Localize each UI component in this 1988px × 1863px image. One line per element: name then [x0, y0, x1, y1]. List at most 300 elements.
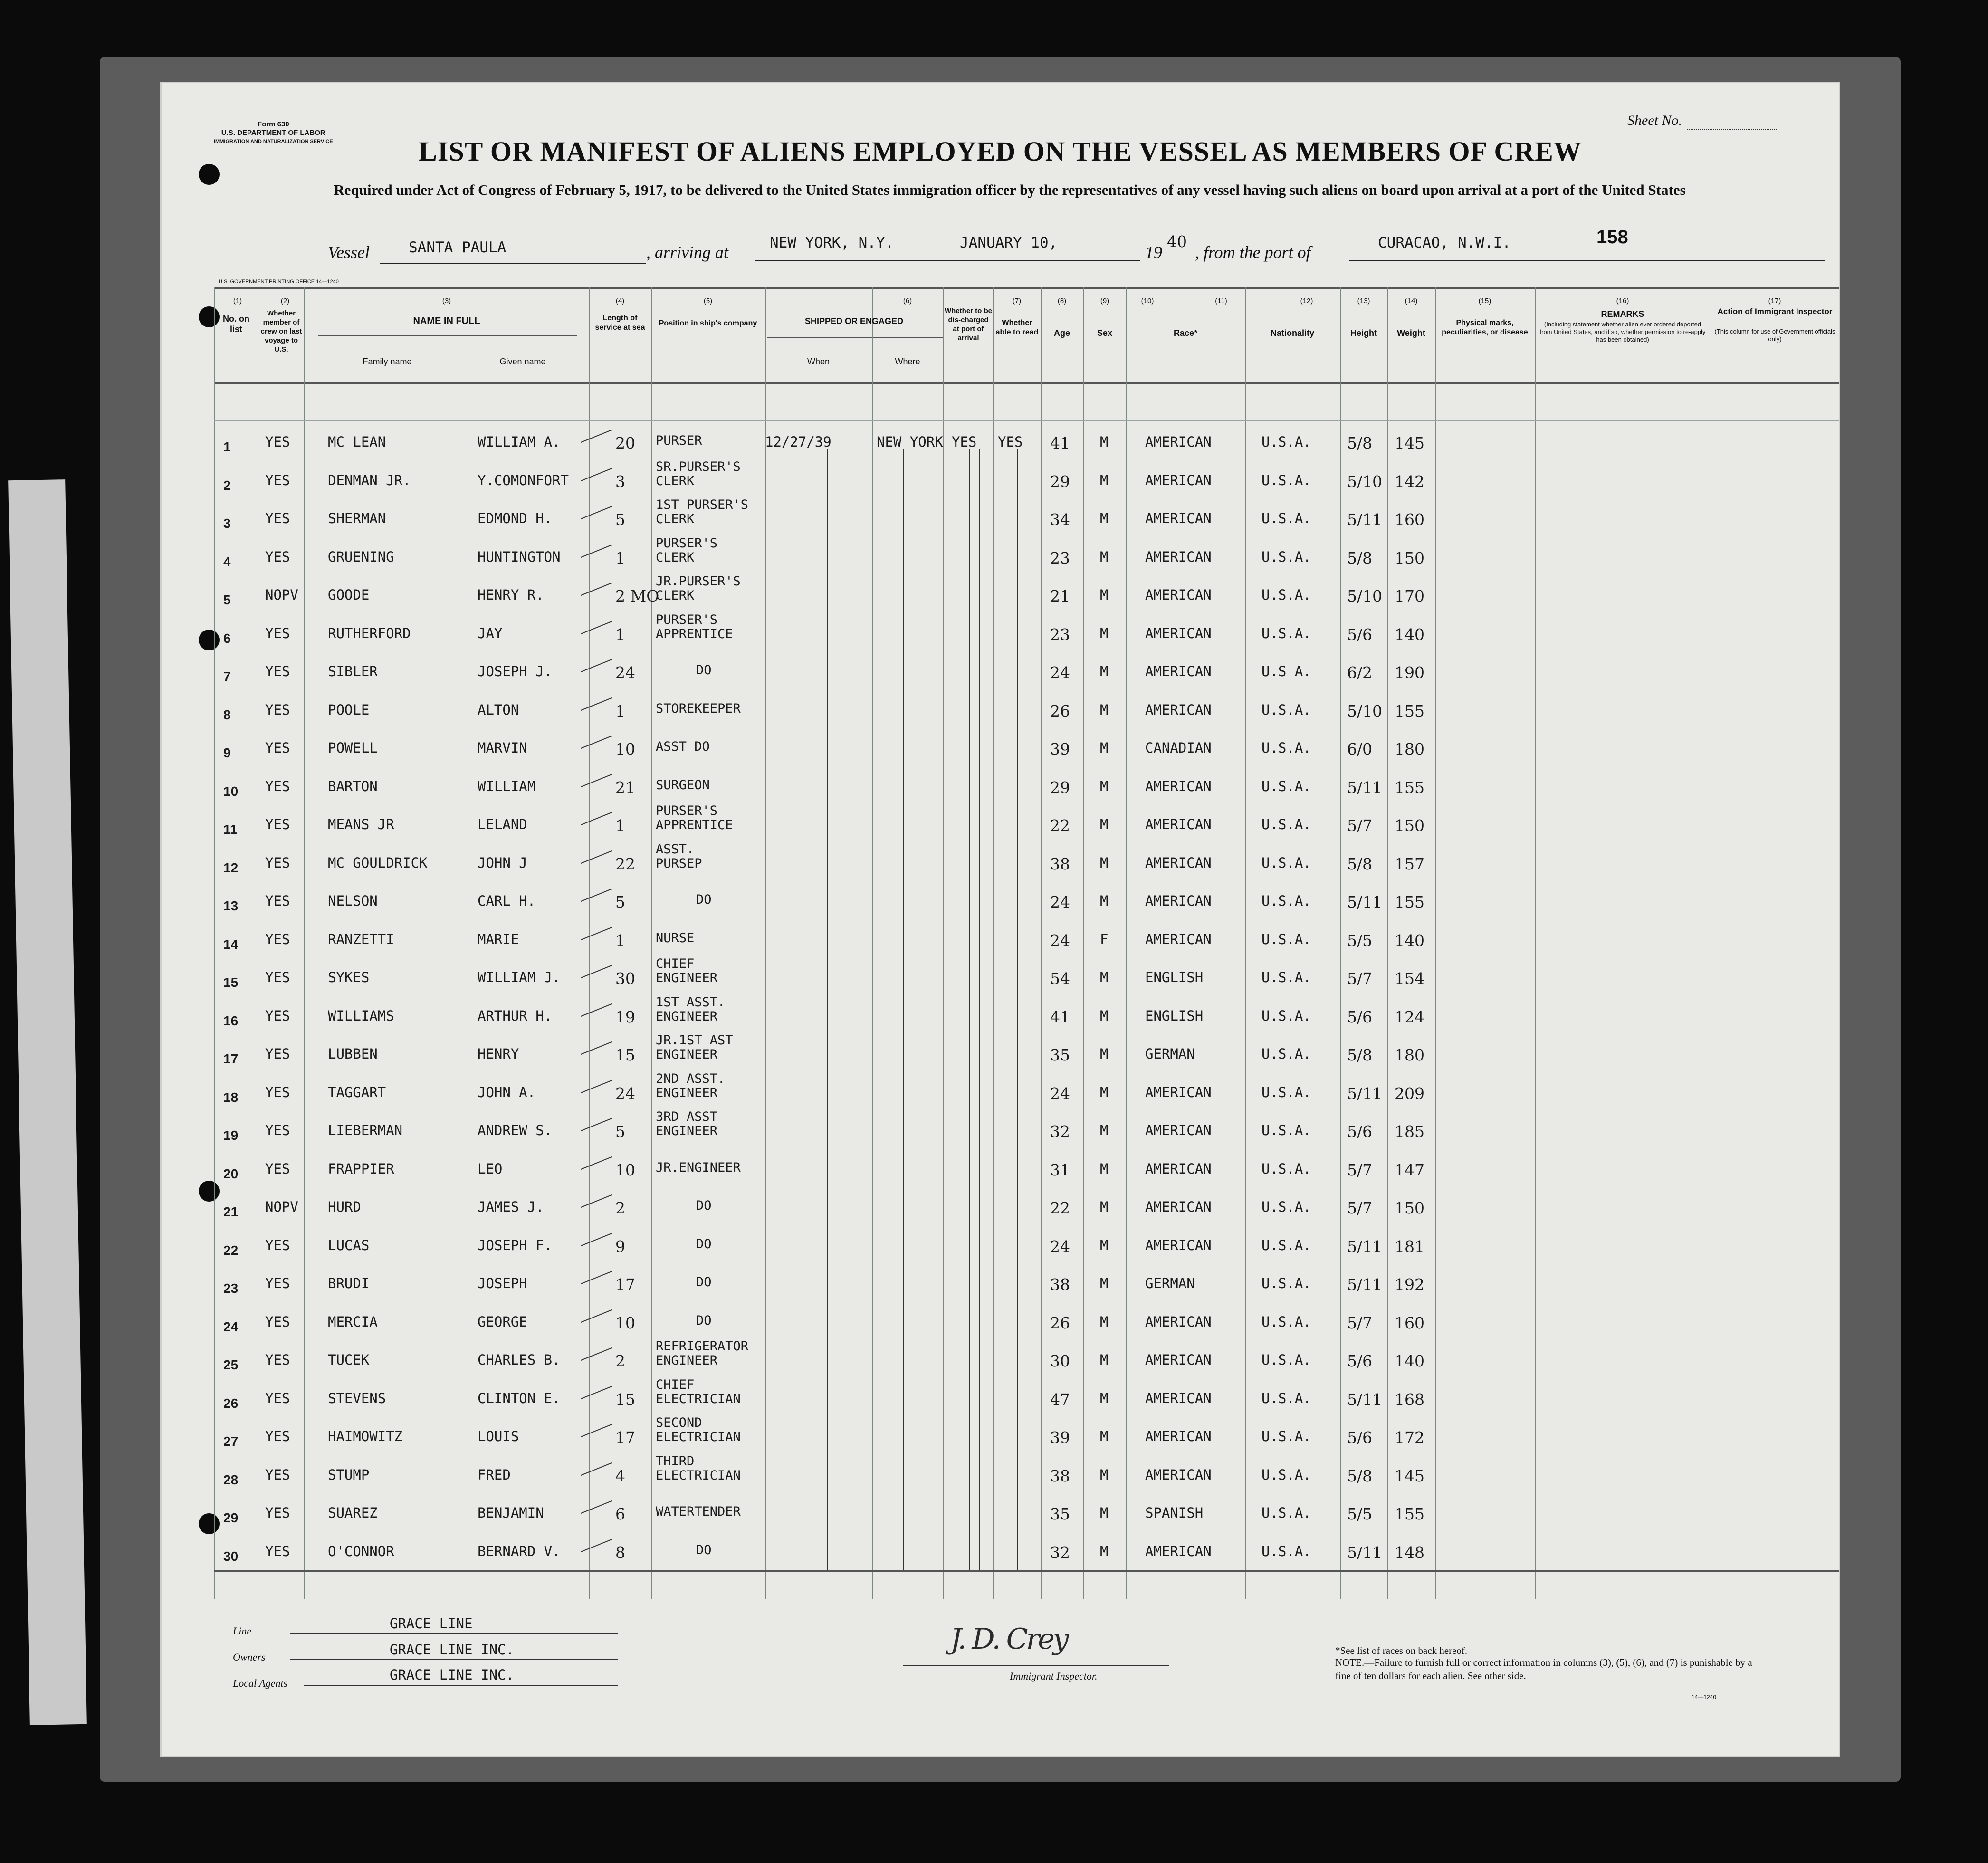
position-cell: ASST. — [656, 841, 695, 857]
weight-cell: 190 — [1395, 663, 1424, 682]
table-row — [214, 884, 1839, 922]
family-name-cell: MERCIA — [328, 1313, 378, 1330]
given-name-cell: WILLIAM J. — [478, 969, 561, 985]
header-name-in-full: NAME IN FULL — [413, 316, 480, 326]
service-tick-mark — [581, 430, 612, 443]
service-length-cell: 21 — [615, 778, 635, 797]
row-number: 28 — [223, 1472, 239, 1487]
service-tick-mark — [581, 1041, 612, 1055]
age-cell: 24 — [1050, 1084, 1070, 1103]
col-num-2: (2) — [280, 297, 290, 305]
position-cell: CLERK — [656, 550, 695, 565]
age-cell: 47 — [1050, 1390, 1070, 1409]
last-voyage-cell: YES — [265, 548, 290, 565]
nationality-cell: U.S.A. — [1262, 1199, 1311, 1215]
shipped-when-cell: 12/27/39 — [765, 434, 832, 450]
given-name-cell: JOSEPH F. — [478, 1237, 553, 1253]
age-cell: 32 — [1050, 1543, 1070, 1562]
age-cell: 54 — [1050, 969, 1070, 988]
service-tick-mark — [581, 736, 612, 749]
row-number: 30 — [223, 1548, 239, 1564]
owners-underline — [290, 1659, 618, 1660]
given-name-cell: BERNARD V. — [478, 1543, 561, 1559]
ditto-stroke — [1017, 449, 1018, 1570]
col-num-10: (10) — [1141, 297, 1154, 305]
service-tick-mark — [581, 1462, 612, 1475]
last-voyage-cell: YES — [265, 1390, 290, 1406]
position-cell: ENGINEER — [656, 1124, 718, 1138]
header-length-service: Length of service at sea — [595, 314, 645, 332]
weight-cell: 147 — [1395, 1160, 1424, 1179]
sex-cell: M — [1100, 740, 1109, 756]
family-name-cell: FRAPPIER — [328, 1160, 394, 1177]
position-cell: PURSER'S — [656, 535, 718, 551]
table-row — [214, 1339, 1839, 1381]
age-cell: 30 — [1050, 1352, 1070, 1370]
position-cell: SR.PURSER'S — [656, 459, 741, 474]
nationality-cell: U.S.A. — [1262, 969, 1311, 985]
service-length-cell: 4 — [615, 1466, 625, 1485]
race-cell: AMERICAN — [1145, 1428, 1212, 1444]
row-number: 9 — [223, 745, 231, 760]
row-number: 24 — [223, 1319, 239, 1334]
position-cell: ENGINEER — [656, 971, 718, 985]
header-when: When — [807, 357, 830, 366]
row-number: 29 — [223, 1510, 239, 1525]
service-tick-mark — [581, 621, 612, 634]
table-row — [214, 923, 1839, 961]
service-tick-mark — [581, 1309, 612, 1322]
age-cell: 35 — [1050, 1505, 1070, 1523]
height-cell: 5/8 — [1347, 854, 1373, 873]
form-code: 14—1240 — [1692, 1694, 1717, 1701]
family-name-cell: POWELL — [328, 740, 378, 756]
row-number: 8 — [223, 707, 231, 722]
last-voyage-cell: YES — [265, 1313, 290, 1330]
col-num-4: (4) — [615, 297, 625, 305]
position-cell: 1ST PURSER'S — [656, 497, 749, 512]
race-cell: AMERICAN — [1145, 434, 1212, 450]
family-name-cell: RUTHERFORD — [328, 625, 411, 641]
race-cell: GERMAN — [1145, 1275, 1195, 1291]
age-cell: 31 — [1050, 1160, 1070, 1179]
given-name-cell: CHARLES B. — [478, 1352, 561, 1368]
header-last-voyage: Whether member of crew on last voyage to U.S. — [260, 309, 302, 353]
from-port: CURACAO, N.W.I. — [1378, 234, 1511, 251]
race-note: *See list of races on back hereof. — [1335, 1645, 1468, 1656]
table-row — [214, 994, 1839, 1037]
header-remarks-note: (Including statement whether alien ever ordered deported from United States, and if so, whether permission to re-apply has been obtained) — [1539, 321, 1706, 343]
able-to-read-cell: YES — [998, 434, 1023, 450]
service-length-cell: 5 — [615, 893, 625, 911]
service-length-cell: 1 — [615, 548, 625, 567]
last-voyage-cell: YES — [265, 1543, 290, 1559]
last-voyage-cell: YES — [265, 1160, 290, 1177]
position-cell: ENGINEER — [656, 1009, 718, 1024]
given-name-cell: CARL H. — [478, 893, 536, 909]
table-row — [214, 1535, 1839, 1573]
age-cell: 23 — [1050, 625, 1070, 644]
family-name-cell: BARTON — [328, 778, 378, 794]
family-name-cell: SHERMAN — [328, 510, 386, 526]
height-cell: 5/10 — [1347, 587, 1383, 605]
weight-cell: 154 — [1395, 969, 1424, 988]
height-cell: 5/11 — [1347, 1543, 1383, 1562]
sex-cell: M — [1100, 434, 1109, 450]
sex-cell: M — [1100, 663, 1109, 679]
age-cell: 38 — [1050, 1275, 1070, 1294]
sheet-no-label: Sheet No. — [1627, 113, 1682, 128]
crew-table — [214, 287, 1839, 1599]
line-label: Line — [233, 1625, 252, 1637]
race-cell: AMERICAN — [1145, 625, 1212, 641]
given-name-cell: JOHN J — [478, 854, 527, 871]
sex-cell: M — [1100, 510, 1109, 526]
position-cell: DO — [696, 1198, 712, 1213]
weight-cell: 192 — [1395, 1275, 1424, 1294]
sex-cell: M — [1100, 1275, 1109, 1291]
position-cell: PURSEP — [656, 856, 702, 871]
family-name-cell: LUCAS — [328, 1237, 370, 1253]
row-number: 21 — [223, 1204, 239, 1219]
service-length-cell: 1 — [615, 625, 625, 644]
row-number: 26 — [223, 1395, 239, 1411]
nationality-cell: U.S.A. — [1262, 1543, 1311, 1559]
position-cell: PURSER — [656, 433, 702, 448]
sex-cell: M — [1100, 1046, 1109, 1062]
header-able-to-read: Whether able to read — [995, 319, 1039, 336]
race-cell: AMERICAN — [1145, 701, 1212, 718]
race-cell: AMERICAN — [1145, 1122, 1212, 1138]
age-cell: 26 — [1050, 1313, 1070, 1332]
service-tick-mark — [581, 1194, 612, 1208]
family-name-cell: BRUDI — [328, 1275, 370, 1291]
race-cell: AMERICAN — [1145, 893, 1212, 909]
vessel-name-line — [380, 263, 646, 264]
position-cell: ENGINEER — [656, 1353, 718, 1368]
height-cell: 5/11 — [1347, 1237, 1383, 1256]
last-voyage-cell: YES — [265, 1046, 290, 1062]
row-number: 17 — [223, 1051, 239, 1066]
height-cell: 5/7 — [1347, 1199, 1373, 1217]
service-tick-mark — [581, 1538, 612, 1552]
race-cell: ENGLISH — [1145, 1007, 1204, 1024]
last-voyage-cell: YES — [265, 1007, 290, 1024]
service-length-cell: 20 — [615, 434, 635, 452]
service-length-cell: 8 — [615, 1543, 625, 1562]
sex-cell: M — [1100, 778, 1109, 794]
age-cell: 22 — [1050, 816, 1070, 835]
weight-cell: 155 — [1395, 1505, 1424, 1523]
given-name-cell: LELAND — [478, 816, 527, 832]
height-cell: 5/11 — [1347, 1275, 1383, 1294]
race-cell: AMERICAN — [1145, 816, 1212, 832]
position-cell: DO — [696, 1236, 712, 1252]
weight-cell: 124 — [1395, 1007, 1424, 1026]
sex-cell: M — [1100, 816, 1109, 832]
age-cell: 38 — [1050, 1466, 1070, 1485]
row-number: 2 — [223, 478, 231, 493]
col-num-14: (14) — [1405, 297, 1418, 305]
weight-cell: 145 — [1395, 1466, 1424, 1485]
weight-cell: 155 — [1395, 701, 1424, 720]
col-num-5: (5) — [703, 297, 713, 305]
table-row — [214, 956, 1839, 999]
service-tick-mark — [581, 583, 612, 596]
arrival-port-line — [755, 260, 965, 261]
service-length-cell: 17 — [615, 1275, 635, 1294]
height-cell: 5/6 — [1347, 1352, 1373, 1370]
nationality-cell: U.S.A. — [1262, 740, 1311, 756]
table-row — [214, 1229, 1839, 1267]
age-cell: 26 — [1050, 701, 1070, 720]
table-row — [214, 731, 1839, 769]
height-cell: 5/8 — [1347, 434, 1373, 452]
given-name-cell: JAY — [478, 625, 503, 641]
row-number: 13 — [223, 898, 239, 913]
header-sex: Sex — [1097, 328, 1113, 338]
table-row — [214, 612, 1839, 655]
given-name-cell: JOSEPH J. — [478, 663, 553, 679]
position-cell: CLERK — [656, 473, 695, 488]
race-cell: AMERICAN — [1145, 1199, 1212, 1215]
table-row — [214, 1152, 1839, 1190]
given-name-cell: JOHN A. — [478, 1084, 536, 1100]
col-num-8: (8) — [1057, 297, 1067, 305]
sex-cell: M — [1100, 1428, 1109, 1444]
header-no-on-list: No. on list — [223, 314, 249, 334]
service-length-cell: 2 — [615, 1352, 625, 1370]
nationality-cell: U.S.A. — [1262, 778, 1311, 794]
service-length-cell: 15 — [615, 1390, 635, 1409]
table-row — [214, 535, 1839, 578]
header-action: Action of Immigrant Inspector — [1717, 307, 1833, 316]
sex-cell: M — [1100, 587, 1109, 603]
last-voyage-cell: YES — [265, 969, 290, 985]
service-tick-mark — [581, 1080, 612, 1093]
weight-cell: 185 — [1395, 1122, 1424, 1141]
race-cell: AMERICAN — [1145, 778, 1212, 794]
weight-cell: 140 — [1395, 1352, 1424, 1370]
table-row — [214, 1071, 1839, 1114]
age-cell: 29 — [1050, 472, 1070, 491]
nationality-cell: U.S.A. — [1262, 1313, 1311, 1330]
header-position: Position in ship's company — [659, 319, 757, 327]
last-voyage-cell: YES — [265, 931, 290, 947]
service-length-cell: 1 — [615, 701, 625, 720]
sex-cell: M — [1100, 1160, 1109, 1177]
table-row — [214, 459, 1839, 502]
sheet-no-line — [1687, 129, 1777, 130]
header-weight: Weight — [1397, 328, 1425, 338]
inspector-label: Immigrant Inspector. — [1010, 1670, 1098, 1682]
weight-cell: 160 — [1395, 510, 1424, 529]
nationality-cell: U.S.A. — [1262, 893, 1311, 909]
row-number: 1 — [223, 439, 231, 454]
family-name-cell: RANZETTI — [328, 931, 394, 947]
owners-value: GRACE LINE INC. — [390, 1642, 514, 1658]
position-cell: SURGEON — [656, 777, 710, 793]
age-cell: 21 — [1050, 587, 1070, 605]
service-tick-mark — [581, 927, 612, 940]
race-cell: SPANISH — [1145, 1505, 1204, 1521]
family-name-cell: POOLE — [328, 701, 370, 718]
weight-cell: 142 — [1395, 472, 1424, 491]
position-cell: APPRENTICE — [656, 626, 733, 641]
family-name-cell: LIEBERMAN — [328, 1122, 403, 1138]
race-cell: AMERICAN — [1145, 472, 1212, 488]
sex-cell: M — [1100, 472, 1109, 488]
nationality-cell: U.S.A. — [1262, 434, 1311, 450]
nationality-cell: U.S.A. — [1262, 625, 1311, 641]
service-length-cell: 17 — [615, 1428, 635, 1447]
given-name-cell: ALTON — [478, 701, 519, 718]
weight-cell: 157 — [1395, 854, 1424, 873]
nationality-cell: U.S.A. — [1262, 931, 1311, 947]
page-subtitle: Required under Act of Congress of February 5, 1917, to be delivered to the United States immigration officer by the representatives of any vessel having such aliens on board upon arrival at a port of the United States — [334, 182, 1686, 198]
given-name-cell: HENRY R. — [478, 587, 544, 603]
last-voyage-cell: YES — [265, 434, 290, 450]
service-length-cell: 3 — [615, 472, 625, 491]
table-row — [214, 497, 1839, 540]
table-row — [214, 1496, 1839, 1534]
height-cell: 5/6 — [1347, 1007, 1373, 1026]
last-voyage-cell: YES — [265, 1352, 290, 1368]
nationality-cell: U.S.A. — [1262, 587, 1311, 603]
height-cell: 5/10 — [1347, 472, 1383, 491]
table-row — [214, 1377, 1839, 1420]
nationality-cell: U.S.A. — [1262, 816, 1311, 832]
header-race: Race* — [1173, 328, 1198, 338]
service-tick-mark — [581, 850, 612, 863]
last-voyage-cell: YES — [265, 1505, 290, 1521]
col-num-6: (6) — [903, 297, 912, 305]
form-number: Form 630 — [257, 120, 289, 128]
last-voyage-cell: YES — [265, 1122, 290, 1138]
service-tick-mark — [581, 1424, 612, 1437]
table-row — [214, 574, 1839, 616]
arrival-date-line — [941, 260, 1140, 261]
col-num-16: (16) — [1616, 297, 1629, 305]
nationality-cell: U.S.A. — [1262, 510, 1311, 526]
position-cell: THIRD — [656, 1453, 695, 1469]
sex-cell: M — [1100, 1007, 1109, 1024]
height-cell: 6/2 — [1347, 663, 1373, 682]
weight-cell: 181 — [1395, 1237, 1424, 1256]
height-cell: 5/11 — [1347, 510, 1383, 529]
position-cell: REFRIGERATOR — [656, 1339, 749, 1354]
printing-office: U.S. GOVERNMENT PRINTING OFFICE 14—1240 — [219, 279, 339, 285]
row-number: 20 — [223, 1166, 239, 1181]
given-name-cell: GEORGE — [478, 1313, 527, 1330]
nationality-cell: U.S.A. — [1262, 701, 1311, 718]
race-cell: AMERICAN — [1145, 663, 1212, 679]
header-action-note: (This column for use of Government officials only) — [1714, 328, 1835, 343]
service-length-cell: 1 — [615, 931, 625, 950]
from-port-label: , from the port of — [1195, 243, 1311, 262]
weight-cell: 140 — [1395, 931, 1424, 950]
position-cell: DO — [696, 663, 712, 678]
department: U.S. DEPARTMENT OF LABOR — [221, 129, 325, 137]
from-port-line — [1349, 260, 1825, 261]
position-cell: ELECTRICIAN — [656, 1430, 741, 1444]
service-length-cell: 5 — [615, 510, 625, 529]
row-number: 19 — [223, 1128, 239, 1143]
local-agents-label: Local Agents — [233, 1677, 288, 1689]
arrival-date: JANUARY 10, — [960, 234, 1058, 251]
given-name-cell: WILLIAM — [478, 778, 536, 794]
family-name-cell: STUMP — [328, 1466, 370, 1483]
weight-cell: 172 — [1395, 1428, 1424, 1447]
ditto-stroke — [969, 449, 970, 1570]
race-cell: AMERICAN — [1145, 1160, 1212, 1177]
weight-cell: 145 — [1395, 434, 1424, 452]
position-cell: NURSE — [656, 930, 695, 946]
given-name-cell: HUNTINGTON — [478, 548, 561, 565]
position-cell: 1ST ASST. — [656, 994, 726, 1010]
signature-line — [903, 1665, 1169, 1666]
weight-cell: 150 — [1395, 816, 1424, 835]
height-cell: 5/11 — [1347, 1084, 1383, 1103]
weight-cell: 180 — [1395, 740, 1424, 758]
discharged-cell: YES — [952, 434, 977, 450]
nationality-cell: U.S.A. — [1262, 854, 1311, 871]
agents-underline — [304, 1685, 618, 1686]
family-name-cell: HAIMOWITZ — [328, 1428, 403, 1444]
service-tick-mark — [581, 1385, 612, 1399]
last-voyage-cell: YES — [265, 1084, 290, 1100]
last-voyage-cell: YES — [265, 472, 290, 488]
race-cell: AMERICAN — [1145, 1352, 1212, 1368]
service-tick-mark — [581, 468, 612, 481]
last-voyage-cell: YES — [265, 816, 290, 832]
row-number: 25 — [223, 1357, 239, 1372]
sex-cell: F — [1100, 931, 1109, 947]
nationality-cell: U.S.A. — [1262, 1275, 1311, 1291]
height-cell: 5/6 — [1347, 625, 1373, 644]
service-length-cell: 9 — [615, 1237, 625, 1256]
nationality-cell: U.S.A. — [1262, 548, 1311, 565]
weight-cell: 155 — [1395, 778, 1424, 797]
height-cell: 5/7 — [1347, 969, 1373, 988]
page-title: LIST OR MANIFEST OF ALIENS EMPLOYED ON THE VESSEL AS MEMBERS OF CREW — [419, 136, 1582, 167]
sex-cell: M — [1100, 1352, 1109, 1368]
sex-cell: M — [1100, 1313, 1109, 1330]
height-cell: 5/7 — [1347, 1313, 1373, 1332]
race-cell: GERMAN — [1145, 1046, 1195, 1062]
row-number: 11 — [223, 822, 238, 837]
weight-cell: 140 — [1395, 625, 1424, 644]
table-row — [214, 1190, 1839, 1228]
race-cell: ENGLISH — [1145, 969, 1204, 985]
height-cell: 5/8 — [1347, 1046, 1373, 1064]
position-cell: STOREKEEPER — [656, 701, 741, 716]
header-age: Age — [1053, 328, 1070, 338]
position-cell: ELECTRICIAN — [656, 1391, 741, 1406]
race-cell: AMERICAN — [1145, 1543, 1212, 1559]
col-num-9: (9) — [1100, 297, 1109, 305]
race-cell: AMERICAN — [1145, 1313, 1212, 1330]
family-name-cell: O'CONNOR — [328, 1543, 394, 1559]
service-length-cell: 10 — [615, 1160, 635, 1179]
given-name-cell: CLINTON E. — [478, 1390, 561, 1406]
given-name-cell: LOUIS — [478, 1428, 519, 1444]
nationality-cell: U.S.A. — [1262, 1046, 1311, 1062]
last-voyage-cell: YES — [265, 1466, 290, 1483]
sex-cell: M — [1100, 625, 1109, 641]
height-cell: 5/7 — [1347, 816, 1373, 835]
family-name-cell: GOODE — [328, 587, 370, 603]
